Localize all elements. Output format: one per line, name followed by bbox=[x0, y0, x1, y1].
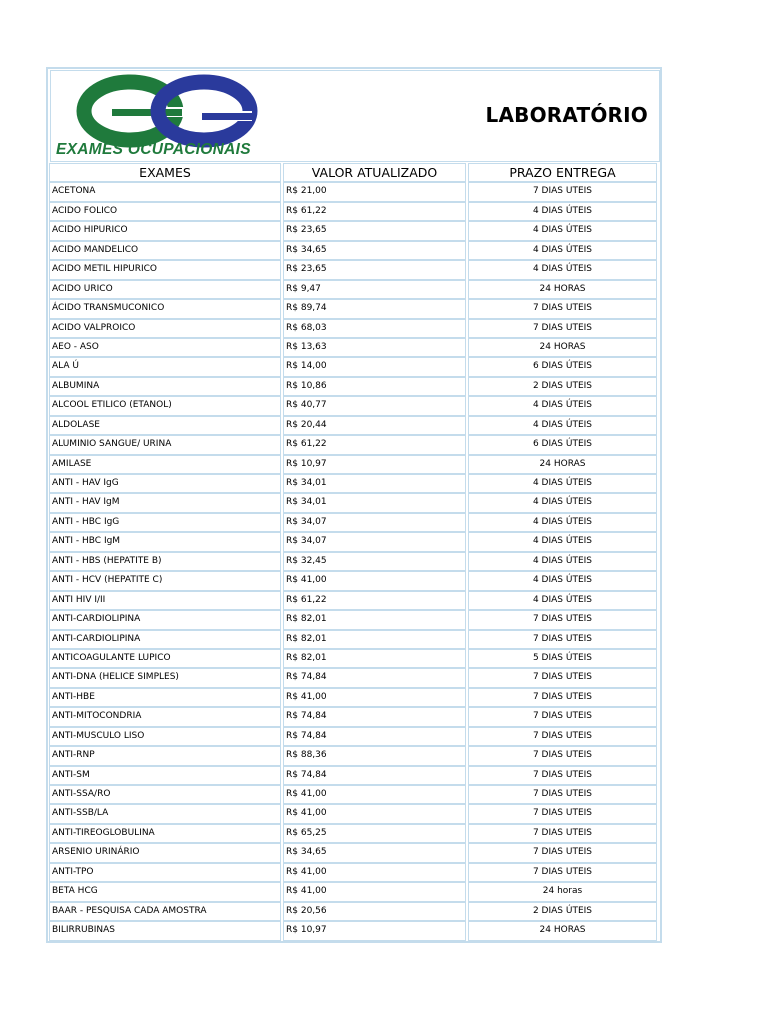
delivery-time-cell: 7 DIAS UTEIS bbox=[468, 863, 657, 882]
delivery-time-cell: 2 DIAS UTEIS bbox=[468, 377, 657, 396]
price-cell: R$ 41,00 bbox=[283, 785, 466, 804]
exam-name-cell: ACIDO VALPROICO bbox=[49, 319, 281, 338]
price-cell: R$ 23,65 bbox=[283, 260, 466, 279]
exam-name-cell: AMILASE bbox=[49, 455, 281, 474]
table-row bbox=[48, 280, 660, 299]
exam-name-cell: AEO - ASO bbox=[49, 338, 281, 357]
delivery-time-cell: 4 DIAS ÚTEIS bbox=[468, 260, 657, 279]
delivery-time-cell: 5 DIAS ÚTEIS bbox=[468, 649, 657, 668]
delivery-time-cell: 7 DIAS UTEIS bbox=[468, 630, 657, 649]
exam-name-cell: ANTI-MUSCULO LISO bbox=[49, 727, 281, 746]
exam-name-cell: BETA HCG bbox=[49, 882, 281, 901]
table-row bbox=[48, 902, 660, 921]
exam-name-cell: ACIDO HIPURICO bbox=[49, 221, 281, 240]
delivery-time-cell: 24 HORAS bbox=[468, 280, 657, 299]
delivery-time-cell: 7 DIAS UTEIS bbox=[468, 843, 657, 862]
delivery-time-cell: 4 DIAS ÚTEIS bbox=[468, 591, 657, 610]
price-cell: R$ 41,00 bbox=[283, 571, 466, 590]
delivery-time-cell: 4 DIAS ÚTEIS bbox=[468, 532, 657, 551]
table-row bbox=[48, 610, 660, 629]
table-row bbox=[48, 882, 660, 901]
exam-name-cell: ANTI-MITOCONDRIA bbox=[49, 707, 281, 726]
exam-name-cell: ANTI - HCV (HEPATITE C) bbox=[49, 571, 281, 590]
exam-name-cell: ANTI - HBS (HEPATITE B) bbox=[49, 552, 281, 571]
price-cell: R$ 89,74 bbox=[283, 299, 466, 318]
table-row bbox=[48, 532, 660, 551]
price-cell: R$ 10,97 bbox=[283, 921, 466, 940]
table-row bbox=[48, 513, 660, 532]
table-row bbox=[48, 435, 660, 454]
price-cell: R$ 21,00 bbox=[283, 182, 466, 201]
table-row bbox=[48, 182, 660, 201]
delivery-time-cell: 4 DIAS ÚTEIS bbox=[468, 221, 657, 240]
price-cell: R$ 32,45 bbox=[283, 552, 466, 571]
price-cell: R$ 68,03 bbox=[283, 319, 466, 338]
price-cell: R$ 61,22 bbox=[283, 591, 466, 610]
table-row bbox=[48, 474, 660, 493]
delivery-time-cell: 7 DIAS UTEIS bbox=[468, 319, 657, 338]
price-cell: R$ 9,47 bbox=[283, 280, 466, 299]
price-cell: R$ 34,01 bbox=[283, 493, 466, 512]
table-row bbox=[48, 396, 660, 415]
price-table bbox=[48, 163, 660, 941]
table-row bbox=[48, 766, 660, 785]
exam-name-cell: ALUMINIO SANGUE/ URINA bbox=[49, 435, 281, 454]
table-row bbox=[48, 552, 660, 571]
delivery-time-cell: 24 HORAS bbox=[468, 338, 657, 357]
delivery-time-cell: 24 HORAS bbox=[468, 921, 657, 940]
table-row bbox=[48, 377, 660, 396]
price-cell: R$ 65,25 bbox=[283, 824, 466, 843]
price-cell: R$ 34,65 bbox=[283, 241, 466, 260]
delivery-time-cell: 4 DIAS ÚTEIS bbox=[468, 416, 657, 435]
exam-name-cell: ANTI-TIREOGLOBULINA bbox=[49, 824, 281, 843]
exam-name-cell: ANTI-HBE bbox=[49, 688, 281, 707]
delivery-time-cell: 4 DIAS ÚTEIS bbox=[468, 474, 657, 493]
exam-name-cell: BAAR - PESQUISA CADA AMOSTRA bbox=[49, 902, 281, 921]
price-cell: R$ 82,01 bbox=[283, 630, 466, 649]
table-row bbox=[48, 804, 660, 823]
exam-name-cell: ANTI-CARDIOLIPINA bbox=[49, 630, 281, 649]
price-cell: R$ 74,84 bbox=[283, 727, 466, 746]
exam-name-cell: ALA Ú bbox=[49, 357, 281, 376]
exam-name-cell: ANTICOAGULANTE LUPICO bbox=[49, 649, 281, 668]
delivery-time-cell: 24 horas bbox=[468, 882, 657, 901]
table-row bbox=[48, 416, 660, 435]
price-cell: R$ 74,84 bbox=[283, 766, 466, 785]
price-cell: R$ 74,84 bbox=[283, 668, 466, 687]
exam-name-cell: ACIDO FOLICO bbox=[49, 202, 281, 221]
table-row bbox=[48, 843, 660, 862]
delivery-time-cell: 4 DIAS ÚTEIS bbox=[468, 241, 657, 260]
price-cell: R$ 41,00 bbox=[283, 863, 466, 882]
price-cell: R$ 23,65 bbox=[283, 221, 466, 240]
delivery-time-cell: 7 DIAS UTEIS bbox=[468, 824, 657, 843]
delivery-time-cell: 6 DIAS ÚTEIS bbox=[468, 357, 657, 376]
exam-name-cell: ANTI - HAV IgG bbox=[49, 474, 281, 493]
price-cell: R$ 41,00 bbox=[283, 804, 466, 823]
table-row bbox=[48, 241, 660, 260]
price-cell: R$ 40,77 bbox=[283, 396, 466, 415]
exam-name-cell: ANTI - HAV IgM bbox=[49, 493, 281, 512]
price-cell: R$ 10,97 bbox=[283, 455, 466, 474]
exam-name-cell: ALBUMINA bbox=[49, 377, 281, 396]
table-row bbox=[48, 299, 660, 318]
table-row bbox=[48, 571, 660, 590]
column-header-exames: EXAMES bbox=[49, 163, 281, 182]
table-row bbox=[48, 785, 660, 804]
delivery-time-cell: 2 DIAS ÚTEIS bbox=[468, 902, 657, 921]
exam-name-cell: ANTI-RNP bbox=[49, 746, 281, 765]
delivery-time-cell: 4 DIAS ÚTEIS bbox=[468, 202, 657, 221]
price-cell: R$ 20,56 bbox=[283, 902, 466, 921]
exam-name-cell: ANTI-SSB/LA bbox=[49, 804, 281, 823]
price-cell: R$ 20,44 bbox=[283, 416, 466, 435]
exam-name-cell: ACIDO MANDELICO bbox=[49, 241, 281, 260]
price-cell: R$ 34,07 bbox=[283, 532, 466, 551]
table-row bbox=[48, 455, 660, 474]
delivery-time-cell: 4 DIAS ÚTEIS bbox=[468, 493, 657, 512]
delivery-time-cell: 7 DIAS UTEIS bbox=[468, 766, 657, 785]
exam-name-cell: ANTI HIV I/II bbox=[49, 591, 281, 610]
exam-name-cell: ACIDO METIL HIPURICO bbox=[49, 260, 281, 279]
column-header-prazo: PRAZO ENTREGA bbox=[468, 163, 657, 182]
exam-name-cell: ANTI - HBC IgM bbox=[49, 532, 281, 551]
delivery-time-cell: 7 DIAS UTEIS bbox=[468, 804, 657, 823]
price-cell: R$ 14,00 bbox=[283, 357, 466, 376]
exames-ocupacionais-logo bbox=[52, 74, 284, 158]
page-title: LABORATÓRIO bbox=[485, 103, 648, 127]
table-row bbox=[48, 668, 660, 687]
delivery-time-cell: 7 DIAS UTEIS bbox=[468, 746, 657, 765]
table-row bbox=[48, 260, 660, 279]
price-cell: R$ 13,63 bbox=[283, 338, 466, 357]
exam-name-cell: ANTI-TPO bbox=[49, 863, 281, 882]
delivery-time-cell: 4 DIAS ÚTEIS bbox=[468, 571, 657, 590]
exam-name-cell: ARSENIO URINÁRIO bbox=[49, 843, 281, 862]
table-body bbox=[48, 182, 660, 940]
delivery-time-cell: 4 DIAS ÚTEIS bbox=[468, 513, 657, 532]
table-row bbox=[48, 727, 660, 746]
exam-name-cell: ACETONA bbox=[49, 182, 281, 201]
exam-name-cell: BILIRRUBINAS bbox=[49, 921, 281, 940]
exam-name-cell: ANTI-SM bbox=[49, 766, 281, 785]
table-row bbox=[48, 493, 660, 512]
exam-name-cell: ALCOOL ETILICO (ETANOL) bbox=[49, 396, 281, 415]
price-cell: R$ 34,01 bbox=[283, 474, 466, 493]
table-row bbox=[48, 746, 660, 765]
exam-name-cell: ANTI-CARDIOLIPINA bbox=[49, 610, 281, 629]
exam-name-cell: ANTI - HBC IgG bbox=[49, 513, 281, 532]
price-cell: R$ 74,84 bbox=[283, 707, 466, 726]
delivery-time-cell: 7 DIAS UTEIS bbox=[468, 610, 657, 629]
delivery-time-cell: 7 DIAS UTEIS bbox=[468, 668, 657, 687]
price-cell: R$ 88,36 bbox=[283, 746, 466, 765]
logo-text: EXAMES OCUPACIONAIS bbox=[56, 141, 251, 158]
column-header-valor: VALOR ATUALIZADO bbox=[283, 163, 466, 182]
table-row bbox=[48, 688, 660, 707]
price-cell: R$ 61,22 bbox=[283, 202, 466, 221]
delivery-time-cell: 4 DIAS ÚTEIS bbox=[468, 396, 657, 415]
delivery-time-cell: 7 DIAS UTEIS bbox=[468, 707, 657, 726]
price-cell: R$ 41,00 bbox=[283, 688, 466, 707]
price-cell: R$ 61,22 bbox=[283, 435, 466, 454]
table-row bbox=[48, 221, 660, 240]
exam-name-cell: ÁCIDO TRANSMUCONICO bbox=[49, 299, 281, 318]
table-row bbox=[48, 338, 660, 357]
delivery-time-cell: 24 HORAS bbox=[468, 455, 657, 474]
exam-name-cell: ALDOLASE bbox=[49, 416, 281, 435]
table-row bbox=[48, 591, 660, 610]
table-row bbox=[48, 357, 660, 376]
price-cell: R$ 34,65 bbox=[283, 843, 466, 862]
table-row bbox=[48, 863, 660, 882]
exam-name-cell: ANTI-DNA (HELICE SIMPLES) bbox=[49, 668, 281, 687]
exam-name-cell: ANTI-SSA/RO bbox=[49, 785, 281, 804]
price-cell: R$ 82,01 bbox=[283, 649, 466, 668]
table-row bbox=[48, 649, 660, 668]
price-cell: R$ 82,01 bbox=[283, 610, 466, 629]
table-row bbox=[48, 319, 660, 338]
table-header-row bbox=[48, 163, 660, 182]
table-row bbox=[48, 921, 660, 940]
delivery-time-cell: 7 DIAS UTEIS bbox=[468, 299, 657, 318]
delivery-time-cell: 4 DIAS ÚTEIS bbox=[468, 552, 657, 571]
delivery-time-cell: 7 DIAS UTEIS bbox=[468, 688, 657, 707]
price-cell: R$ 34,07 bbox=[283, 513, 466, 532]
delivery-time-cell: 7 DIAS UTEIS bbox=[468, 727, 657, 746]
table-row bbox=[48, 630, 660, 649]
price-cell: R$ 41,00 bbox=[283, 882, 466, 901]
table-row bbox=[48, 202, 660, 221]
delivery-time-cell: 7 DIAS UTEIS bbox=[468, 182, 657, 201]
delivery-time-cell: 7 DIAS UTEIS bbox=[468, 785, 657, 804]
price-cell: R$ 10,86 bbox=[283, 377, 466, 396]
delivery-time-cell: 6 DIAS ÚTEIS bbox=[468, 435, 657, 454]
table-row bbox=[48, 707, 660, 726]
exam-name-cell: ACIDO URICO bbox=[49, 280, 281, 299]
table-row bbox=[48, 824, 660, 843]
